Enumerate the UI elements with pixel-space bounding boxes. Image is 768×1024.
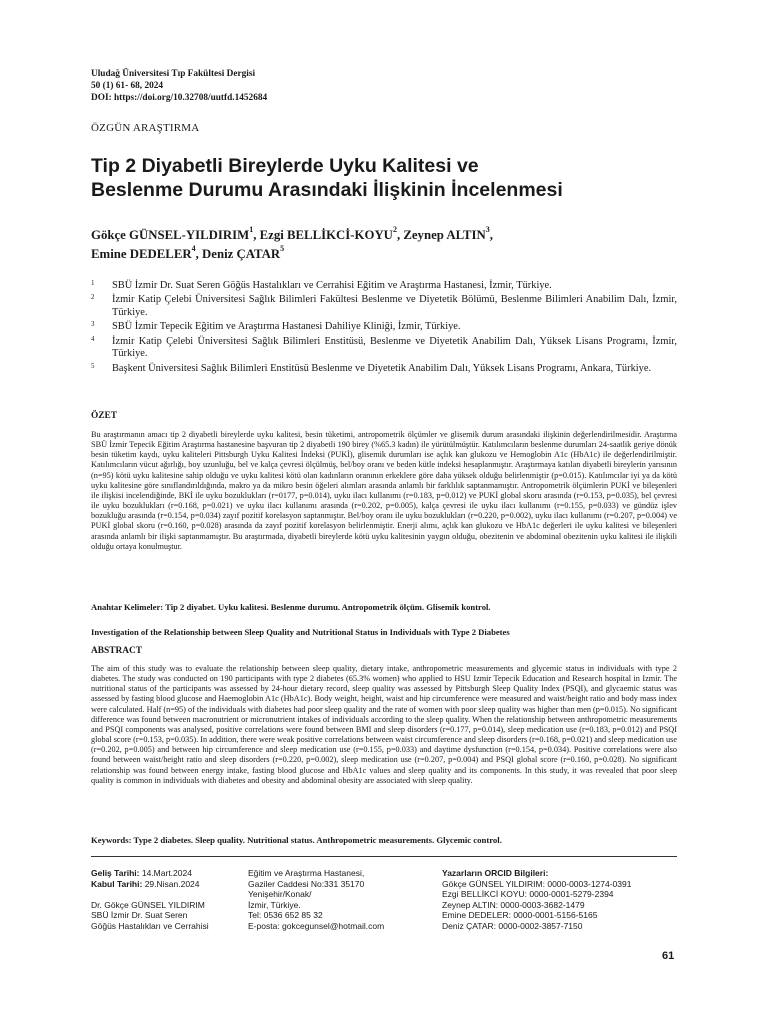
author-affiliation-number: 2: [392, 225, 397, 234]
journal-name: Uludağ Üniversitesi Tıp Fakültesi Dergisi: [91, 69, 256, 79]
address-line: Eğitim ve Araştırma Hastanesi,: [248, 868, 365, 878]
orcid-line: Emine DEDELER: 0000-0001-5156-5165: [442, 910, 598, 921]
affiliation-number: 3: [91, 320, 95, 329]
affiliation-item: [91, 321, 677, 333]
journal-issue: 50 (1) 61- 68, 2024: [91, 81, 164, 92]
affiliation-list: [91, 280, 677, 377]
received-value: 14.Mart.2024: [139, 868, 192, 878]
author-name: Zeynep ALTIN: [403, 228, 486, 242]
ozet-heading: ÖZET: [91, 411, 118, 421]
email[interactable]: E-posta: gokcegunsel@hotmail.com: [248, 920, 385, 931]
affiliation-item: [91, 280, 677, 292]
author-name: Gökçe GÜNSEL-YILDIRIM: [91, 228, 250, 242]
footer-orcid: [442, 868, 682, 932]
author-name: Deniz ÇATAR: [202, 247, 281, 261]
author-affiliation-number: 1: [249, 225, 254, 234]
affiliation-number: 2: [91, 293, 95, 302]
article-title: [91, 154, 691, 202]
title-line: Beslenme Durumu Arasındaki İlişkinin İncelenmesi: [91, 179, 563, 201]
page-number: 61: [662, 950, 675, 962]
phone: Tel: 0536 652 85 32: [248, 910, 323, 921]
title-line: Tip 2 Diyabetli Bireylerde Uyku Kalitesi ve: [91, 155, 479, 177]
article-type: ÖZGÜN ARAŞTIRMA: [91, 122, 200, 134]
affiliation-text: İzmir Katip Çelebi Üniversitesi Sağlık Bilimleri Fakültesi Beslenme ve Diyetetik Bölümü, Beslenme Bilimleri Anabilim Dalı, İzmir, Türkiye.: [112, 294, 677, 318]
affiliation-text: SBÜ İzmir Dr. Suat Seren Göğüs Hastalıkları ve Cerrahisi Eğitim ve Araştırma Hastanesi, İzmir, Türkiye.: [112, 280, 552, 291]
author-name: Ezgi BELLİKCİ-KOYU: [259, 228, 393, 242]
correspondence-name: Dr. Gökçe GÜNSEL YILDIRIM: [91, 899, 205, 910]
footer-dates-correspondence: [91, 868, 241, 932]
orcid-line: Gökçe GÜNSEL YILDIRIM: 0000-0003-1274-0391: [442, 878, 632, 889]
affiliation-number: 5: [91, 361, 95, 370]
author-separator: ,: [489, 228, 493, 242]
ozet-text: Bu araştırmanın amacı tip 2 diyabetli bireylerde uyku kalitesi, besin tüketimi, antropometrik ölçümler ve glisemik durum arasındaki ilişkinin değerlendirilmesidir. Araştırma SBÜ İzmir Tepecik Eğitim Araştırma hastanesine başvuran tip 2 diyabetli 190 birey (%65.3 kadın) ile yürütülmüştür. Katılımcıların beslenme durumları 24-saatlik geriye dönük besin tüketim kaydı, uyku kaliteleri Pittsburgh Uyku Kalitesi İndeksi (PUKİ), glisemik durumları ise açlık kan glukozu ve Hemoglobin A1c (HbA1c) ile değerlendirilmiştir. Katılımcıların vücut ağırlığı, boy uzunluğu, bel ve kalça çevresi ölçülmüş, bel/boy oranı ve beden kütle indeksi hesaplanmıştır. Araştırmaya katılan diyabetli bireylerin yarısının (n=95) kötü uyku kalitesine sahip olduğu ve uyku kalitesi kötü olan kadınların oranının erkeklere göre daha yüksek olduğu belirlenmiştir (p=0.015). Katılımcılar iyi ya da kötü uyku kalitesine göre sınıflandırıldığında, makro ya da mikro besin öğeleri alımları arasında anlamlı bir farklılık saptanmamıştır. Antropometrik ölçümlerin PUKİ ve bileşenleri ile ilişkisi incelendiğinde, BKİ ile uyku bozuklukları (r=0177, p=0.014), uyku ilacı kullanımı (r=0.183, p=0.012) ve PUKİ global skoru arasında (r=0.153, p=0.035), bel çevresi ile uyku bozuklukları (r=0.168, p=0.021) ve uyku ilacı kullanımı arasında (r=0.202, p=0.005), kalça çevresi ile uyku ilacı kullanımı (r=0.155, p=0.033) ve gündüz işlev bozukluğu arasında (r=0.154, p=0.034) zayıf pozitif korelasyon saptanmıştır. Bel/boy oranı ile uyku bozuklukları (r=0.220, p=0.002), uyku ilacı kullanımı (r=0.207, p=0.004) ve PUKİ global skoru (r=0.160, p=0.028) arasında da zayıf pozitif korelasyon belirlenmiştir. Enerji alımı, açlık kan glukozu ve HbA1c değerleri ile uyku kalitesi ve bileşenleri arasında anlamlı bir ilişki saptanmamıştır. Bu araştırmada, diyabetli bireylerde kötü uyku kalitesinin yaygın olduğu, obezitenin ve abdominal obezitenin uyku kalitesi ile ilişkili olduğu ortaya konulmuştur.: [91, 430, 677, 551]
journal-doi[interactable]: DOI: https://doi.org/10.32708/uutfd.1452684: [91, 93, 268, 104]
author-separator: ,: [253, 228, 260, 242]
accepted-date: [91, 879, 241, 890]
author-list: [91, 226, 691, 264]
correspondence-institution: SBÜ İzmir Dr. Suat Seren: [91, 910, 188, 921]
affiliation-number: 4: [91, 334, 95, 343]
author-affiliation-number: 4: [191, 244, 196, 253]
author-affiliation-number: 3: [485, 225, 490, 234]
footer-address: [248, 868, 438, 932]
received-date: [91, 868, 241, 879]
abstract-text: The aim of this study was to evaluate the relationship between sleep quality, dietary intake, anthropometric measurements and glycemic status in individuals with type 2 diabetes. The study was conducted on 190 participants with type 2 diabetes (65.3% women) who applied to HSU Izmir Tepecik Education and Research hospital in Izmir. The nutritional status of the participants was assessed by 24-hour dietary record, sleep quality was assessed by Pittsburgh Sleep Quality Index (PSQI), and glycaemic status was assessed by fasting blood glucose and Haemoglobin A1c (HbA1c). Body weight, height, waist and hip circumference were measured and waist/height ratio and body mass index were calculated. Half (n=95) of the individuals with diabetes had poor sleep quality and the rate of women with poor sleep quality was higher than men (p=0.015). No significant difference was found between macronutrient or micronutrient intakes of individuals according to the sleep quality. When the relationship between anthropometric measurements and PSQI components was analysed, positive correlations were found between BMI and sleep disorders (r=0.177, p=0.014), sleep medication use (r=0.183, p=0.012) and PSQI global score (r=0.153, p=0.035). In addition, there were weak positive correlations between waist circumference and sleep disorders (r=0.168, p=0.021) and sleep medication use (r=0.202, p=0.005) and between hip circumference and sleep medication use (r=0.155, p=0.033) and daytime dysfunction (r=0.154, p=0.034). Positive correlations were also found between waist/height ratio and sleep disorders (r=0.220, p=0.002), sleep medication use (r=0.207, p=0.004) and PSQI global score (r=0.160, p=0.028). No significant relationship was found between energy intake, fasting blood glucose and HbA1c values and sleep quality and its components. In this study, it was revealed that poor sleep quality is common in individuals with diabetes and obesity and abdominal obesity are associated with sleep quality.: [91, 664, 677, 785]
author-separator: ,: [195, 247, 203, 261]
address-line: Gaziler Caddesi No:331 35170: [248, 878, 365, 889]
journal-info: [91, 68, 267, 105]
affiliation-number: 1: [91, 279, 95, 287]
author-separator: ,: [396, 228, 404, 242]
affiliation-text: İzmir Katip Çelebi Üniversitesi Sağlık Bilimleri Enstitüsü, Beslenme ve Diyetetik Anabilim Dalı, Yüksek Lisans Programı, İzmir, Türkiye.: [112, 335, 677, 360]
affiliation-item: [91, 363, 677, 375]
author-name: Emine DEDELER: [91, 247, 192, 261]
footer-divider: [91, 856, 677, 857]
affiliation-item: [91, 336, 677, 361]
keywords-turkish: Anahtar Kelimeler: Tip 2 diyabet. Uyku kalitesi. Beslenme durumu. Antropometrik ölçüm. Glisemik kontrol.: [91, 602, 491, 612]
orcid-line: Ezgi BELLİKCİ KOYU: 0000-0001-5279-2394: [442, 889, 614, 900]
address-line: Yenişehir/Konak/: [248, 889, 312, 900]
author-affiliation-number: 5: [280, 244, 285, 253]
keywords-english: Keywords: Type 2 diabetes. Sleep quality. Nutritional status. Anthropometric measurements. Glycemic control.: [91, 835, 502, 845]
orcid-line: Zeynep ALTIN: 0000-0003-3682-1479: [442, 899, 585, 910]
orcid-heading: Yazarların ORCID Bilgileri:: [442, 868, 549, 878]
accepted-label: Kabul Tarihi:: [91, 878, 143, 889]
affiliation-text: Başkent Üniversitesi Sağlık Bilimleri Enstitüsü Beslenme ve Diyetetik Anabilim Dalı, Yüksek Lisans Programı, Ankara, Türkiye.: [112, 362, 652, 374]
orcid-line: Deniz ÇATAR: 0000-0002-3857-7150: [442, 920, 583, 931]
received-label: Geliş Tarihi:: [91, 868, 140, 878]
affiliation-item: [91, 294, 677, 319]
affiliation-text: SBÜ İzmir Tepecik Eğitim ve Araştırma Hastanesi Dahiliye Kliniği, İzmir, Türkiye.: [112, 321, 461, 333]
abstract-heading: ABSTRACT: [91, 646, 143, 656]
accepted-value: 29.Nisan.2024: [142, 878, 200, 889]
correspondence-institution: Göğüs Hastalıkları ve Cerrahisi: [91, 920, 209, 931]
address-line: İzmir, Türkiye.: [248, 899, 301, 910]
english-title: Investigation of the Relationship between Sleep Quality and Nutritional Status in Individuals with Type 2 Diabetes: [91, 627, 510, 637]
